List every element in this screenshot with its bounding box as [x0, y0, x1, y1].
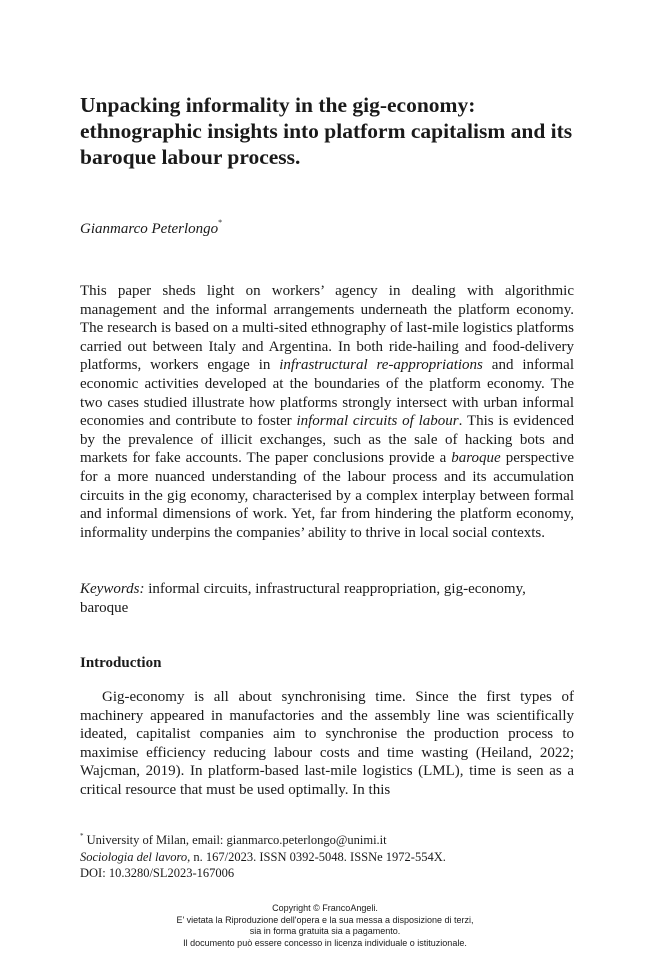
author-footnote-mark: * [218, 218, 223, 227]
journal-name: Sociologia del lavoro [80, 849, 188, 864]
footnote-mark: * [80, 832, 84, 840]
footnotes [80, 828, 574, 882]
keywords-text: informal circuits, infrastructural reappropriation, gig-economy, baroque [80, 581, 526, 616]
copyright-line-1: Copyright © FrancoAngeli. [272, 903, 378, 913]
abstract-emphasis-1: infrastructural re-appropriations [279, 357, 483, 374]
keywords [80, 580, 574, 617]
copyright-line-3: sia in forma gratuita sia a pagamento. [249, 926, 401, 936]
abstract-part-1: This paper sheds light on workers’ agency in dealing with algorithmic management and the informal arrangements underneath the platform economy. The research is based on a multi-sited ethnography of last-mile logistics platforms carried out between Italy and Argentina. In both ride-hailing and food-delivery platforms, workers engage in [80, 283, 574, 374]
footnote-doi: DOI: 10.3280/SL2023-167006 [80, 866, 235, 880]
author-name [80, 218, 222, 238]
abstract [80, 282, 574, 542]
footnote-affiliation [80, 828, 574, 849]
keywords-label: Keywords: [80, 581, 145, 597]
abstract-emphasis-2: informal circuits of labour [296, 413, 459, 430]
journal-issue: , n. 167/2023. ISSN 0392-5048. ISSNe 1972-554X. [187, 849, 446, 864]
copyright-line-2: E' vietata la Riproduzione dell'opera e la sua messa a disposizione di terzi, [176, 914, 474, 925]
paper-title: Unpacking informality in the gig-economy: ethnographic insights into platform capitalism and its baroque labour process. [80, 93, 573, 169]
introduction-paragraph: Gig-economy is all about synchronising time. Since the first types of machinery appeared in manufactories and the assembly line was scientifically ideated, capitalist companies aim to synchronise the production process to maximise efficiency reducing labour costs and time wasting (Heiland, 2022; Wajcman, 2019). In platform-based last-mile logistics (LML), time is seen as a critical resource that must be used optimally. In this [80, 689, 574, 798]
section-heading-introduction: Introduction [80, 655, 162, 671]
footnote-journal [80, 849, 574, 866]
footnote-affiliation-text: University of Milan, email: gianmarco.peterlongo@unimi.it [83, 833, 387, 847]
abstract-part-2: and informal economic activities developed at the boundaries of the platform economy. The two cases studied illustrate how platforms strongly intersect with urban informal economies and contribute to foster [80, 357, 574, 430]
author-name-text: Gianmarco Peterlongo [80, 221, 219, 237]
abstract-part-3: . This is evidenced by the prevalence of illicit exchanges, such as the sale of hacking bots and markets for fake accounts. The paper conclusions provide a [80, 413, 575, 467]
copyright-notice [0, 903, 650, 949]
abstract-part-4: perspective for a more nuanced understanding of the labour process and its accumulation circuits in the gig economy, characterised by a complex interplay between formal and informal dimensions of work. Yet, far from hindering the platform economy, informality underpins the companies’ ability to thrive in local social contexts. [80, 450, 574, 541]
abstract-emphasis-3: baroque [451, 450, 501, 467]
copyright-line-4: Il documento può essere concesso in licenza individuale o istituzionale. [183, 937, 467, 948]
